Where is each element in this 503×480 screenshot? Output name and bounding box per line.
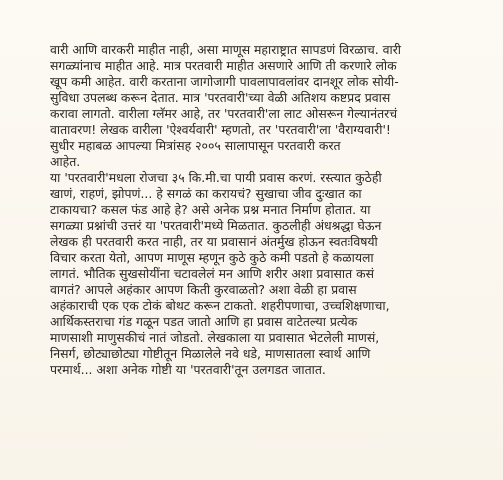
text-line: वातावरण! लेखक वारीला 'ऐश्वर्यवारी' म्हणतो, तर 'परतवारी'ला 'वैराग्यवारी'! [50, 122, 391, 137]
text-line: वागतं? आपले अहंकार आपण किती कुरवाळतो? अशा वेळी हा प्रवास [50, 282, 357, 297]
text-line: सगळ्या प्रश्नांची उत्तरं या 'परतवारी'मध्ये मिळतात. कुठलीही अंधश्रद्धा घेऊन [50, 218, 382, 233]
text-line: लागतं. भौतिक सुखसोयींना चटावलेलं मन आणि शरीर अशा प्रवासात कसं [50, 266, 375, 281]
text-line: अहंकाराची एक एक टोकं बोथट करून टाकतो. शहरीपणाचा, उच्चशिक्षणाचा, [50, 298, 390, 313]
text-line: विचार करता येतो, आपण माणूस म्हणून कुठे कुठे कमी पडतो हे कळायला [50, 250, 374, 265]
paragraph-1 [50, 42, 490, 170]
blurb-text [50, 42, 490, 378]
paragraph-2 [50, 170, 490, 378]
text-line: सुविधा उपलब्ध करून देतात. मात्र 'परतवारी'च्या वेळी अतिशय कष्टप्रद प्रवास [50, 90, 391, 105]
text-line: माणसाशी माणुसकीचं नातं जोडतो. लेखकाला या प्रवासात भेटलेली माणसं, [50, 330, 380, 345]
text-line: वारी आणि वारकरी माहीत नाही, असा माणूस महाराष्ट्रात सापडणं विरळाच. वारी [50, 42, 402, 57]
text-line: परमार्थ... अशा अनेक गोष्टी या 'परतवारी'तून उलगडत जातात. [50, 362, 326, 377]
text-line: खूप कमी आहेत. वारी करताना जागोजागी पावलापावलांवर दानशूर लोक सोयी- [50, 74, 399, 89]
text-line: आहेत. [50, 154, 81, 169]
text-line: करावा लागतो. वारीला ग्लॅमर आहे, तर 'परतवारी'ला लाट ओसरून गेल्यानंतरचं [50, 106, 398, 121]
text-line: लेखक ही परतवारी करत नाही, तर या प्रवासानं अंतर्मुख होऊन स्वतःविषयी [50, 234, 378, 249]
text-line: या 'परतवारी'मधला रोजचा ३५ कि.मी.चा पायी प्रवास करणं. रस्त्यात कुठेही [50, 170, 382, 185]
text-line: आर्थिकस्तराचा गंड गळून पडत जातो आणि हा प्रवास वाटेतल्या प्रत्येक [50, 314, 358, 329]
text-line: सगळ्यांनाच माहीत आहे. मात्र परतवारी माहीत असणारे आणि ती करणारे लोक [50, 58, 397, 73]
text-line: सुधीर महाबळ आपल्या मित्रांसह २००५ सालापासून परतवारी करत [50, 138, 341, 153]
text-line: टाकायचा? कसल फंड आहे हे? असे अनेक प्रश्न मनात निर्माण होतात. या [50, 202, 371, 217]
text-line: खाणं, राहणं, झोपणं... हे सगळं का करायचं? सुखाचा जीव दुःखात का [50, 186, 362, 201]
text-line: निसर्ग, छोट्याछोट्या गोष्टीतून मिळालेले नवे धडे, माणसातला स्वार्थ आणि [50, 346, 371, 361]
